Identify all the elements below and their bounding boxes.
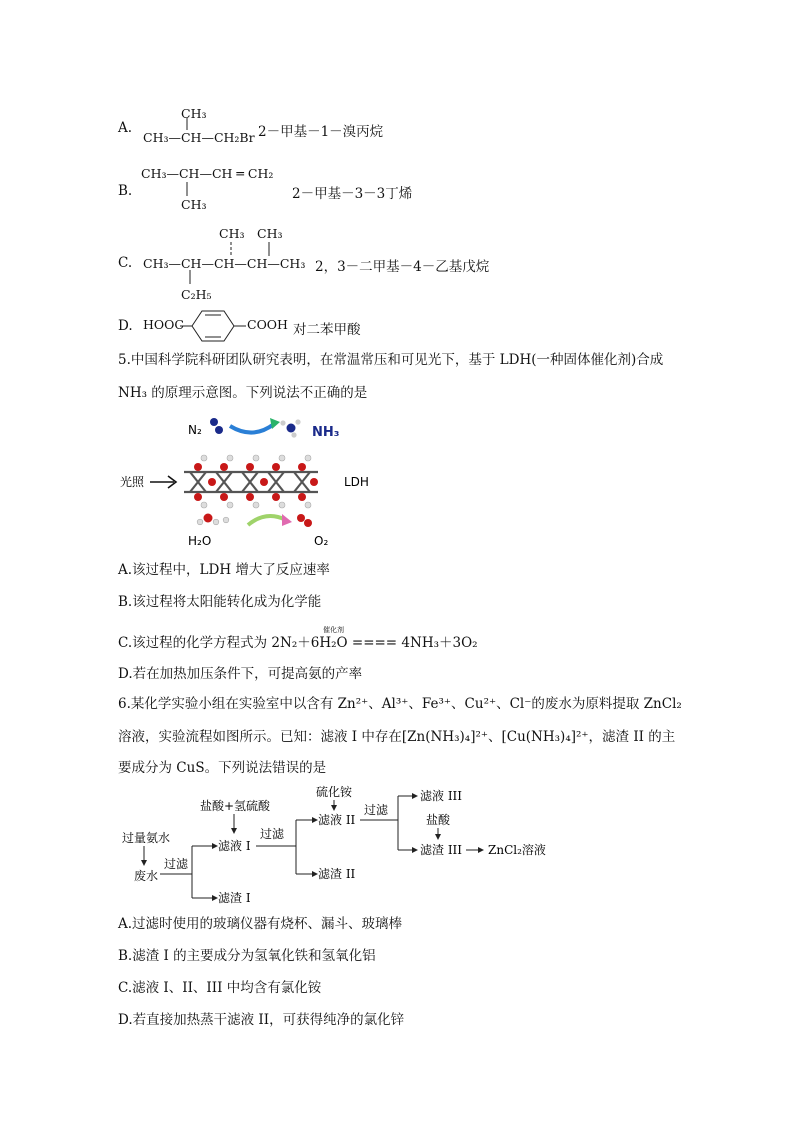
option-b-name: 2－甲基－3－3丁烯 [292, 186, 413, 202]
q6-option-c: C.滤液 I、II、III 中均含有氯化铵 [118, 980, 322, 996]
option-a-label: A. [118, 120, 133, 136]
ldh-diagram [118, 412, 398, 552]
q6-stem-line3: 要成分为 CuS。下列说法错误的是 [118, 760, 327, 776]
filter-label-1: 过滤 [164, 857, 189, 871]
ldh-label: LDH [344, 475, 369, 489]
option-c-label: C. [118, 255, 133, 271]
hcl-label: 盐酸 [426, 813, 451, 827]
option-d-left-group: HOOC [143, 317, 184, 332]
option-d-right-group: COOH [247, 317, 288, 332]
h2o-label: H₂O [188, 534, 212, 548]
option-c-formula: CH₃—CH—CH—CH—CH₃ [143, 256, 306, 271]
h2o-arrow-icon [248, 516, 286, 525]
o2-label: O₂ [314, 534, 329, 548]
option-b-formula-bottom: CH₃ [181, 197, 207, 212]
filtrate-1-label: 滤液 I [218, 839, 251, 853]
n2-label: N₂ [188, 423, 202, 437]
flowchart [120, 784, 580, 904]
nh3-label: NH₃ [312, 425, 340, 440]
ammonia-label: 过量氨水 [122, 831, 171, 845]
q6-option-d: D.若直接加热蒸干滤液 II，可获得纯净的氯化锌 [118, 1012, 405, 1028]
residue-3-label: 滤渣 III [420, 843, 463, 857]
acid-h2s-label: 盐酸+氢硫酸 [200, 799, 271, 813]
q5-stem-line1: 5.中国科学院科研团队研究表明，在常温常压和可见光下，基于 LDH(一种固体催化剂)合成 [118, 352, 664, 368]
option-c-formula-top1: CH₃ [219, 226, 245, 241]
option-c-formula-top2: CH₃ [257, 226, 283, 241]
option-d-label: D. [118, 318, 133, 334]
option-b-bond [182, 182, 192, 196]
light-label: 光照 [120, 475, 145, 489]
option-a-formula-top: CH₃ [181, 106, 207, 121]
filter-label-3: 过滤 [364, 803, 389, 817]
q5-option-c: C.该过程的化学方程式为 2N₂＋6H₂O ==== 4NH₃＋3O₂ [118, 635, 478, 651]
q5-option-d: D.若在加热加压条件下，可提高氨的产率 [118, 666, 363, 682]
q5-option-b: B.该过程将太阳能转化成为化学能 [118, 594, 322, 610]
q6-option-b: B.滤渣 I 的主要成分为氢氧化铁和氢氧化铝 [118, 948, 376, 964]
filtrate-3-label: 滤液 III [420, 789, 463, 803]
q6-option-a: A.过滤时使用的玻璃仪器有烧杯、漏斗、玻璃棒 [118, 916, 403, 932]
filter-label-2: 过滤 [260, 827, 285, 841]
waste-label: 废水 [134, 869, 159, 883]
ammonium-sulfide-label: 硫化铵 [316, 785, 353, 799]
option-d-name: 对二苯甲酸 [293, 322, 361, 338]
option-b-formula: CH₃—CH—CH ═ CH₂ [141, 166, 274, 181]
filtrate-2-label: 滤液 II [318, 813, 356, 827]
option-c-formula-bottom: C₂H₅ [181, 287, 212, 302]
option-a-name: 2－甲基－1－溴丙烷 [258, 124, 384, 140]
residue-2-label: 滤渣 II [318, 867, 356, 881]
option-b-label: B. [118, 183, 133, 199]
q5-stem-line2: NH₃ 的原理示意图。下列说法不正确的是 [118, 385, 368, 401]
n2-arrow-icon [230, 424, 274, 433]
ldh-lattice-icon [184, 455, 318, 508]
catalyst-label: 催化剂 [323, 626, 344, 634]
product-label: ZnCl₂溶液 [488, 843, 546, 857]
q6-stem-line1: 6.某化学实验小组在实验室中以含有 Zn²⁺、Al³⁺、Fe³⁺、Cu²⁺、Cl⁻的废水为原料提取 ZnCl₂ [118, 696, 682, 712]
residue-1-label: 滤渣 I [218, 891, 251, 904]
q6-stem-line2: 溶液，实验流程如图所示。已知：滤液 I 中存在[Zn(NH₃)₄]²⁺、[Cu(NH₃)₄]²⁺，滤渣 II 的主 [118, 729, 676, 745]
option-a-formula: CH₃—CH—CH₂Br [143, 130, 255, 145]
benzene-ring-icon [180, 308, 250, 344]
option-c-name: 2，3－二甲基－4－乙基戊烷 [315, 259, 490, 275]
q5-option-a: A.该过程中，LDH 增大了反应速率 [118, 562, 330, 578]
option-a-bond [182, 118, 192, 130]
